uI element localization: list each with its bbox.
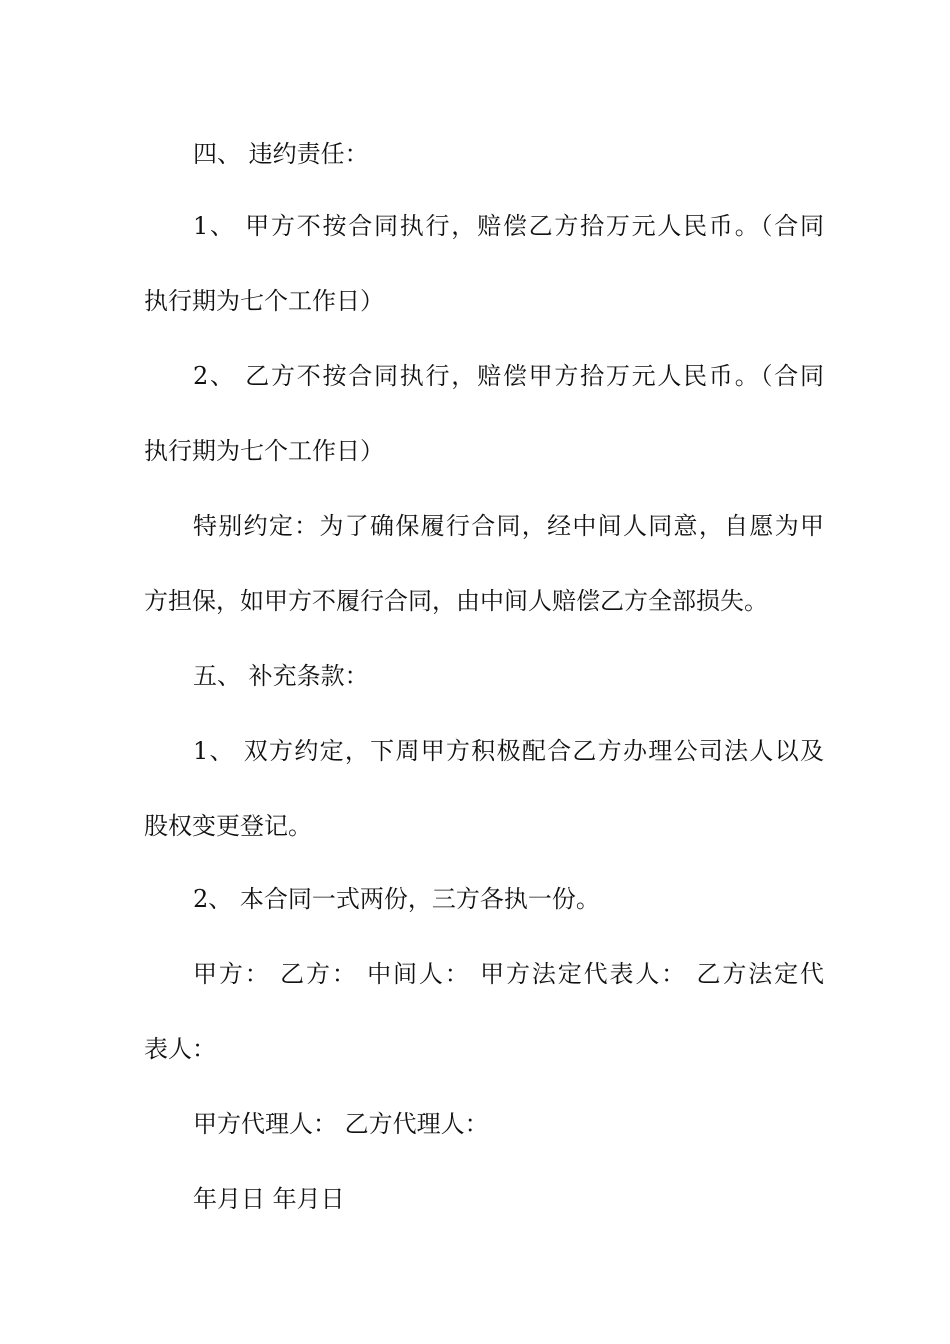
clause-2-line-1: 2、 乙方不按合同执行，赔偿甲方拾万元人民币。（合同: [193, 362, 824, 390]
clause-1-line-1: 1、 甲方不按合同执行，赔偿乙方拾万元人民币。（合同: [193, 212, 824, 240]
clause-1-line-2: 执行期为七个工作日）: [144, 287, 384, 315]
signatories-line-2: 表人：: [144, 1035, 216, 1063]
supplement-1-line-2: 股权变更登记。: [144, 812, 312, 840]
supplement-2-line: 2、 本合同一式两份，三方各执一份。: [193, 885, 600, 913]
agents-line: 甲方代理人： 乙方代理人：: [193, 1110, 489, 1138]
clause-2-line-2: 执行期为七个工作日）: [144, 437, 384, 465]
section-heading-breach-liability: 四、 违约责任：: [193, 140, 369, 168]
signatories-line-1: 甲方： 乙方： 中间人： 甲方法定代表人： 乙方法定代: [193, 960, 824, 988]
section-heading-supplementary-terms: 五、 补充条款：: [193, 662, 369, 690]
supplement-1-line-1: 1、 双方约定，下周甲方积极配合乙方办理公司法人以及: [193, 737, 824, 765]
special-agreement-line-2: 方担保，如甲方不履行合同，由中间人赔偿乙方全部损失。: [144, 587, 768, 615]
date-line: 年月日 年月日: [193, 1185, 345, 1213]
special-agreement-line-1: 特别约定：为了确保履行合同，经中间人同意，自愿为甲: [193, 512, 824, 540]
